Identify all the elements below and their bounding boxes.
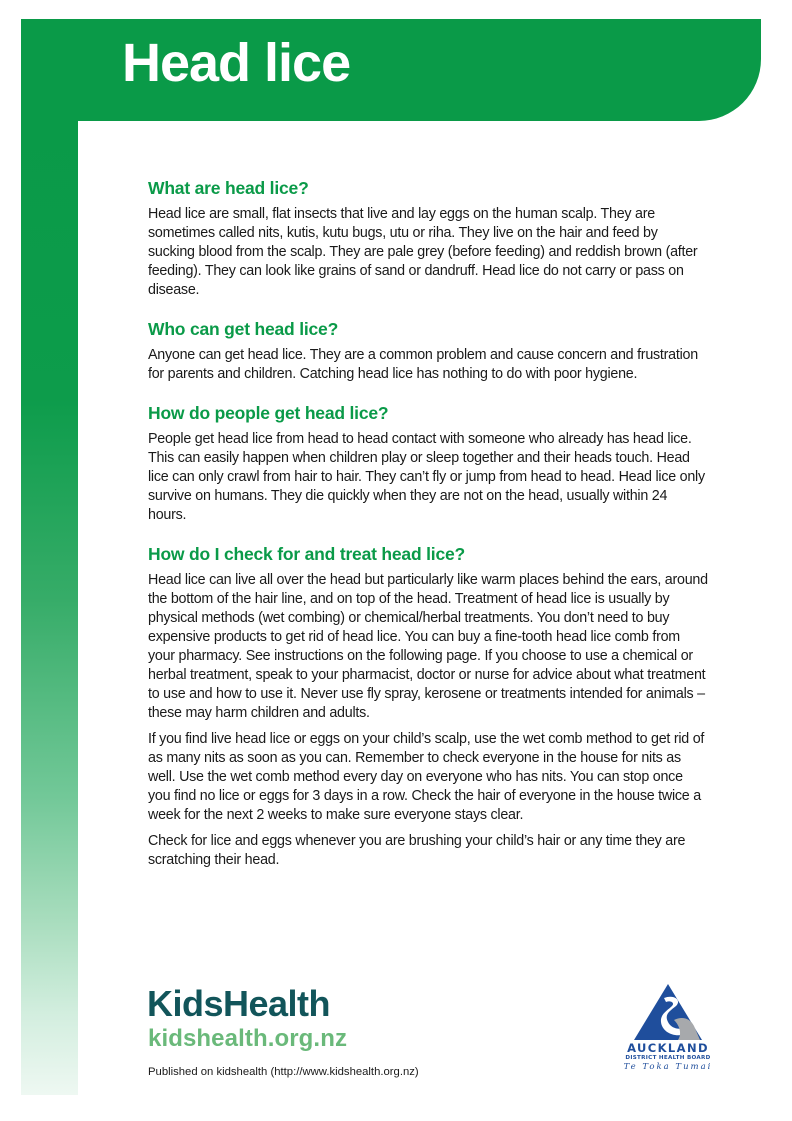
section-heading: Who can get head lice? <box>148 319 339 339</box>
section-what-are-head-lice <box>148 176 708 300</box>
page-title: Head lice <box>122 33 351 93</box>
adhb-maori-name: Te Toka Tumai <box>623 1062 713 1072</box>
published-note: Published on kidshealth (http://www.kidshealth.org.nz) <box>148 1066 419 1078</box>
section-paragraph: Anyone can get head lice. They are a common problem and cause concern and frustration for parents and children. Catching head lice has nothing to do with poor hygiene. <box>148 347 698 382</box>
adhb-name: AUCKLAND <box>627 1041 709 1055</box>
sidebar-gradient-bar <box>21 100 78 1095</box>
section-how-do-people-get-head-lice <box>148 401 708 525</box>
section-heading: How do I check for and treat head lice? <box>148 544 465 564</box>
section-paragraph: Check for lice and eggs whenever you are brushing your child’s hair or any time they are scratching their head. <box>148 833 686 868</box>
section-paragraph: If you find live head lice or eggs on your child’s scalp, use the wet comb method to get rid of as many nits as soon as you can. Remember to check everyone in the house for nits as well. Use the wet comb method every day on everyone who has nits. You can stop once you find no lice or eggs for 3 days in a row. Check the hair of everyone in the house twice a week for the next 2 weeks to make sure everyone stays clear. <box>148 731 705 823</box>
adhb-logo <box>616 984 720 1074</box>
section-who-can-get-head-lice <box>148 317 708 384</box>
kidshealth-url[interactable]: kidshealth.org.nz <box>148 1025 348 1052</box>
adhb-subtitle: DISTRICT HEALTH BOARD <box>625 1055 711 1061</box>
adhb-triangle-icon <box>634 984 702 1040</box>
section-paragraph: Head lice can live all over the head but particularly like warm places behind the ears, around the bottom of the hair line, and on top of the head. Treatment of head lice is usually by physical methods (wet combing) or chemical/herbal treatments. You don’t need to buy expensive products to get rid of head lice. You can buy a fine-tooth head lice comb from your pharmacy. See instructions on the following page. If you choose to use a chemical or herbal treatment, speak to your pharmacist, doctor or nurse for advice about what treatment to use and how to use it. Never use fly spray, kerosene or treatments intended for animals – these may harm children and adults. <box>148 572 708 721</box>
section-heading: How do people get head lice? <box>148 403 389 423</box>
kidshealth-logo <box>147 985 347 1053</box>
section-heading: What are head lice? <box>148 178 309 198</box>
kidshealth-brand-name: KidsHealth <box>147 983 331 1024</box>
section-paragraph: People get head lice from head to head contact with someone who already has head lice. This can easily happen when children play or sleep together and their heads touch. Head lice can only crawl from hair to hair. They can’t fly or jump from head to head. Head lice only survive on humans. They die quickly when they are not on the head, usually within 24 hours. <box>148 431 705 523</box>
article-body <box>148 176 708 887</box>
section-paragraph: Head lice are small, flat insects that live and lay eggs on the human scalp. They are sometimes called nits, kutis, kutu bugs, utu or riha. They live on the hair and feed by sucking blood from the scalp. They are pale grey (before feeding) and reddish brown (after feeding). They can look like grains of sand or dandruff. Head lice do not carry or pass on disease. <box>148 206 698 298</box>
section-check-and-treat <box>148 542 708 870</box>
